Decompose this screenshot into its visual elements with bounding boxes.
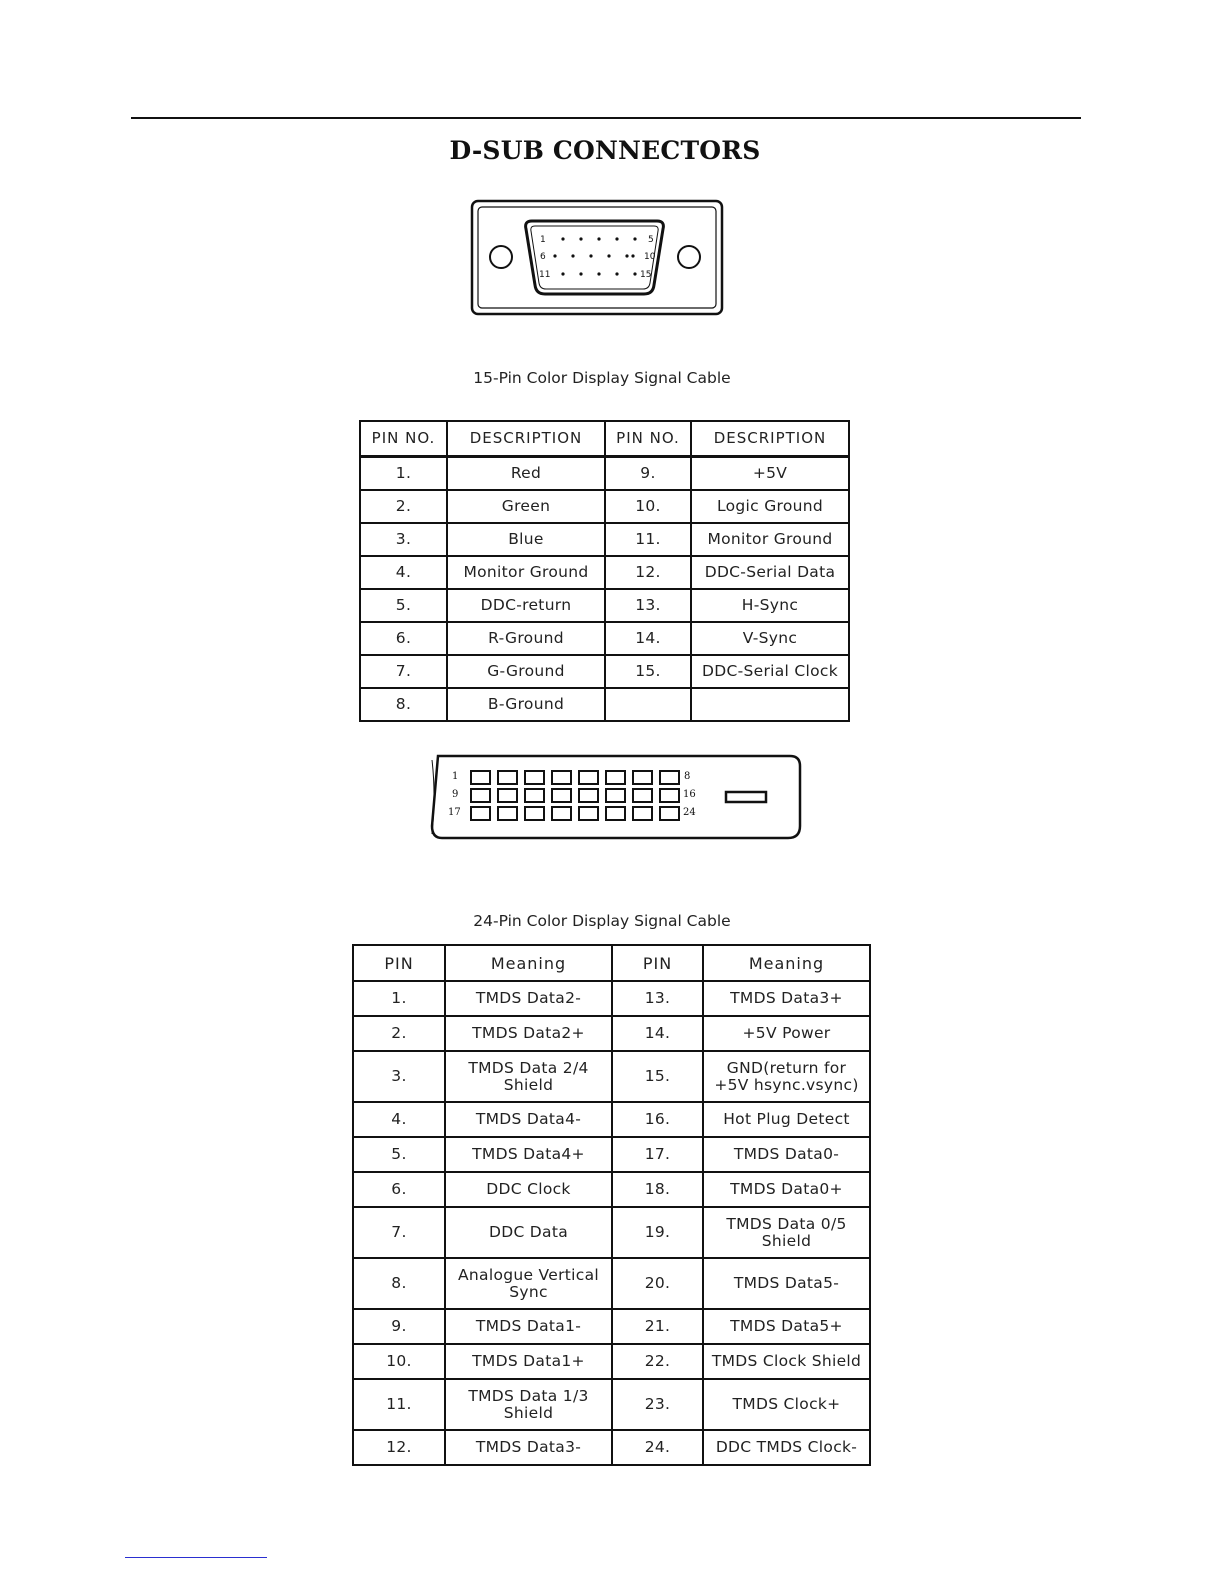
table15-caption: 15-Pin Color Display Signal Cable — [473, 369, 731, 387]
pin-number-cell: 24. — [612, 1430, 703, 1465]
pin-description-cell: DDC-return — [447, 589, 605, 622]
table-header-row — [353, 945, 870, 981]
pin-description-cell: TMDS Clock+ — [703, 1379, 870, 1430]
pin-number-cell: 1. — [360, 457, 447, 491]
pin-description-cell: DDC TMDS Clock- — [703, 1430, 870, 1465]
pin-description-cell: DDC-Serial Clock — [691, 655, 849, 688]
table-row — [360, 589, 849, 622]
table-row — [353, 1102, 870, 1137]
pin-number-cell: 8. — [360, 688, 447, 721]
pin-description-cell: Monitor Ground — [447, 556, 605, 589]
pin15-table — [359, 420, 850, 722]
pin-number-cell: 11. — [353, 1379, 445, 1430]
table-row — [353, 1344, 870, 1379]
pin-number-cell: 17. — [612, 1137, 703, 1172]
pin-description-cell: TMDS Data0- — [703, 1137, 870, 1172]
table24-caption: 24-Pin Color Display Signal Cable — [473, 912, 731, 930]
pin-description-cell: TMDS Data2- — [445, 981, 612, 1016]
pin-number-cell: 4. — [360, 556, 447, 589]
table-row — [353, 981, 870, 1016]
pin-number-cell: 13. — [612, 981, 703, 1016]
dvi-pin-label-1: 1 — [452, 771, 459, 782]
vga-pin-label-10: 10 — [644, 252, 656, 262]
pin-description-cell: Monitor Ground — [691, 523, 849, 556]
pin-number-cell — [605, 688, 691, 721]
pin-number-cell: 6. — [353, 1172, 445, 1207]
pin-description-cell: TMDS Data5- — [703, 1258, 870, 1309]
table-row — [360, 688, 849, 721]
table-row — [360, 523, 849, 556]
dvi-pin-label-9: 9 — [452, 789, 459, 800]
pin-description-cell: TMDS Data 0/5 Shield — [703, 1207, 870, 1258]
pin-description-cell: +5V Power — [703, 1016, 870, 1051]
vga-screw-left — [490, 246, 512, 268]
pin-description-cell: TMDS Data4+ — [445, 1137, 612, 1172]
pin-description-cell: DDC-Serial Data — [691, 556, 849, 589]
pin-number-cell: 13. — [605, 589, 691, 622]
pin-description-cell: Logic Ground — [691, 490, 849, 523]
pin-description-cell: Red — [447, 457, 605, 491]
table-row — [360, 457, 849, 491]
pin-number-cell: 18. — [612, 1172, 703, 1207]
header-rule — [131, 117, 1081, 119]
pin-number-cell: 14. — [612, 1016, 703, 1051]
dvi-pin-label-17: 17 — [448, 807, 461, 818]
pin-number-cell: 8. — [353, 1258, 445, 1309]
pin-number-cell: 23. — [612, 1379, 703, 1430]
pin-number-cell: 9. — [605, 457, 691, 491]
pin-number-cell: 2. — [353, 1016, 445, 1051]
table-row — [360, 655, 849, 688]
pin-description-cell: Green — [447, 490, 605, 523]
column-header: PIN — [612, 945, 703, 981]
pin-number-cell: 3. — [353, 1051, 445, 1102]
pin-number-cell: 3. — [360, 523, 447, 556]
table-row — [360, 490, 849, 523]
table-row — [353, 1137, 870, 1172]
pin-number-cell: 12. — [605, 556, 691, 589]
pin-description-cell: TMDS Data1+ — [445, 1344, 612, 1379]
pin-description-cell: TMDS Data 2/4 Shield — [445, 1051, 612, 1102]
pin-number-cell: 1. — [353, 981, 445, 1016]
table-row — [353, 1309, 870, 1344]
pin-number-cell: 10. — [605, 490, 691, 523]
dvi-pin-label-16: 16 — [683, 789, 696, 800]
pin24-table — [352, 944, 871, 1466]
pin-description-cell: R-Ground — [447, 622, 605, 655]
pin-description-cell: DDC Data — [445, 1207, 612, 1258]
pin-number-cell: 7. — [353, 1207, 445, 1258]
pin-description-cell: Blue — [447, 523, 605, 556]
table-row — [353, 1016, 870, 1051]
column-header: DESCRIPTION — [447, 421, 605, 457]
pin-number-cell: 2. — [360, 490, 447, 523]
table-row — [353, 1430, 870, 1465]
pin-description-cell: TMDS Data3- — [445, 1430, 612, 1465]
column-header: PIN — [353, 945, 445, 981]
pin-description-cell: TMDS Data0+ — [703, 1172, 870, 1207]
pin-description-cell: TMDS Data4- — [445, 1102, 612, 1137]
table-row — [353, 1172, 870, 1207]
pin-description-cell: TMDS Clock Shield — [703, 1344, 870, 1379]
pin-description-cell — [691, 688, 849, 721]
pin-number-cell: 5. — [360, 589, 447, 622]
table-row — [360, 556, 849, 589]
pin-description-cell: B-Ground — [447, 688, 605, 721]
pin-number-cell: 21. — [612, 1309, 703, 1344]
page-title: D-SUB CONNECTORS — [449, 136, 761, 165]
pin-description-cell: H-Sync — [691, 589, 849, 622]
vga-pin-label-5: 5 — [648, 235, 654, 245]
table-row — [353, 1258, 870, 1309]
pin-number-cell: 15. — [612, 1051, 703, 1102]
dvi-blade-slot — [726, 792, 766, 802]
footer-link-rule — [125, 1557, 267, 1558]
column-header: Meaning — [703, 945, 870, 981]
pin-number-cell: 5. — [353, 1137, 445, 1172]
pin-number-cell: 10. — [353, 1344, 445, 1379]
column-header: DESCRIPTION — [691, 421, 849, 457]
table-row — [353, 1051, 870, 1102]
pin-description-cell: Hot Plug Detect — [703, 1102, 870, 1137]
pin-number-cell: 19. — [612, 1207, 703, 1258]
pin-description-cell: TMDS Data3+ — [703, 981, 870, 1016]
table-row — [360, 622, 849, 655]
pin-description-cell: TMDS Data1- — [445, 1309, 612, 1344]
pin-description-cell: +5V — [691, 457, 849, 491]
vga-pin-label-11: 11 — [539, 270, 551, 280]
pin-number-cell: 20. — [612, 1258, 703, 1309]
pin-description-cell: Analogue Vertical Sync — [445, 1258, 612, 1309]
pin-description-cell: TMDS Data5+ — [703, 1309, 870, 1344]
pin-number-cell: 7. — [360, 655, 447, 688]
pin-description-cell: TMDS Data2+ — [445, 1016, 612, 1051]
column-header: PIN NO. — [360, 421, 447, 457]
pin-number-cell: 9. — [353, 1309, 445, 1344]
dvi-pin-label-8: 8 — [684, 771, 691, 782]
vga-screw-right — [678, 246, 700, 268]
pin-number-cell: 14. — [605, 622, 691, 655]
dvi-pin-label-24: 24 — [683, 807, 696, 818]
pin-description-cell: TMDS Data 1/3 Shield — [445, 1379, 612, 1430]
pin-description-cell: GND(return for +5V hsync.vsync) — [703, 1051, 870, 1102]
pin-number-cell: 22. — [612, 1344, 703, 1379]
vga-pin-label-6: 6 — [540, 252, 546, 262]
table-row — [353, 1207, 870, 1258]
column-header: Meaning — [445, 945, 612, 981]
pin-number-cell: 4. — [353, 1102, 445, 1137]
pin-description-cell: V-Sync — [691, 622, 849, 655]
pin-number-cell: 11. — [605, 523, 691, 556]
pin-number-cell: 12. — [353, 1430, 445, 1465]
pin-number-cell: 15. — [605, 655, 691, 688]
dvi-connector-diagram — [428, 754, 803, 841]
pin-description-cell: G-Ground — [447, 655, 605, 688]
pin-number-cell: 6. — [360, 622, 447, 655]
table-row — [353, 1379, 870, 1430]
vga-connector-diagram — [470, 199, 725, 317]
pin-number-cell: 16. — [612, 1102, 703, 1137]
table-header-row — [360, 421, 849, 457]
vga-pin-label-15: 15 — [640, 270, 652, 280]
column-header: PIN NO. — [605, 421, 691, 457]
vga-pin-label-1: 1 — [540, 235, 546, 245]
pin-description-cell: DDC Clock — [445, 1172, 612, 1207]
